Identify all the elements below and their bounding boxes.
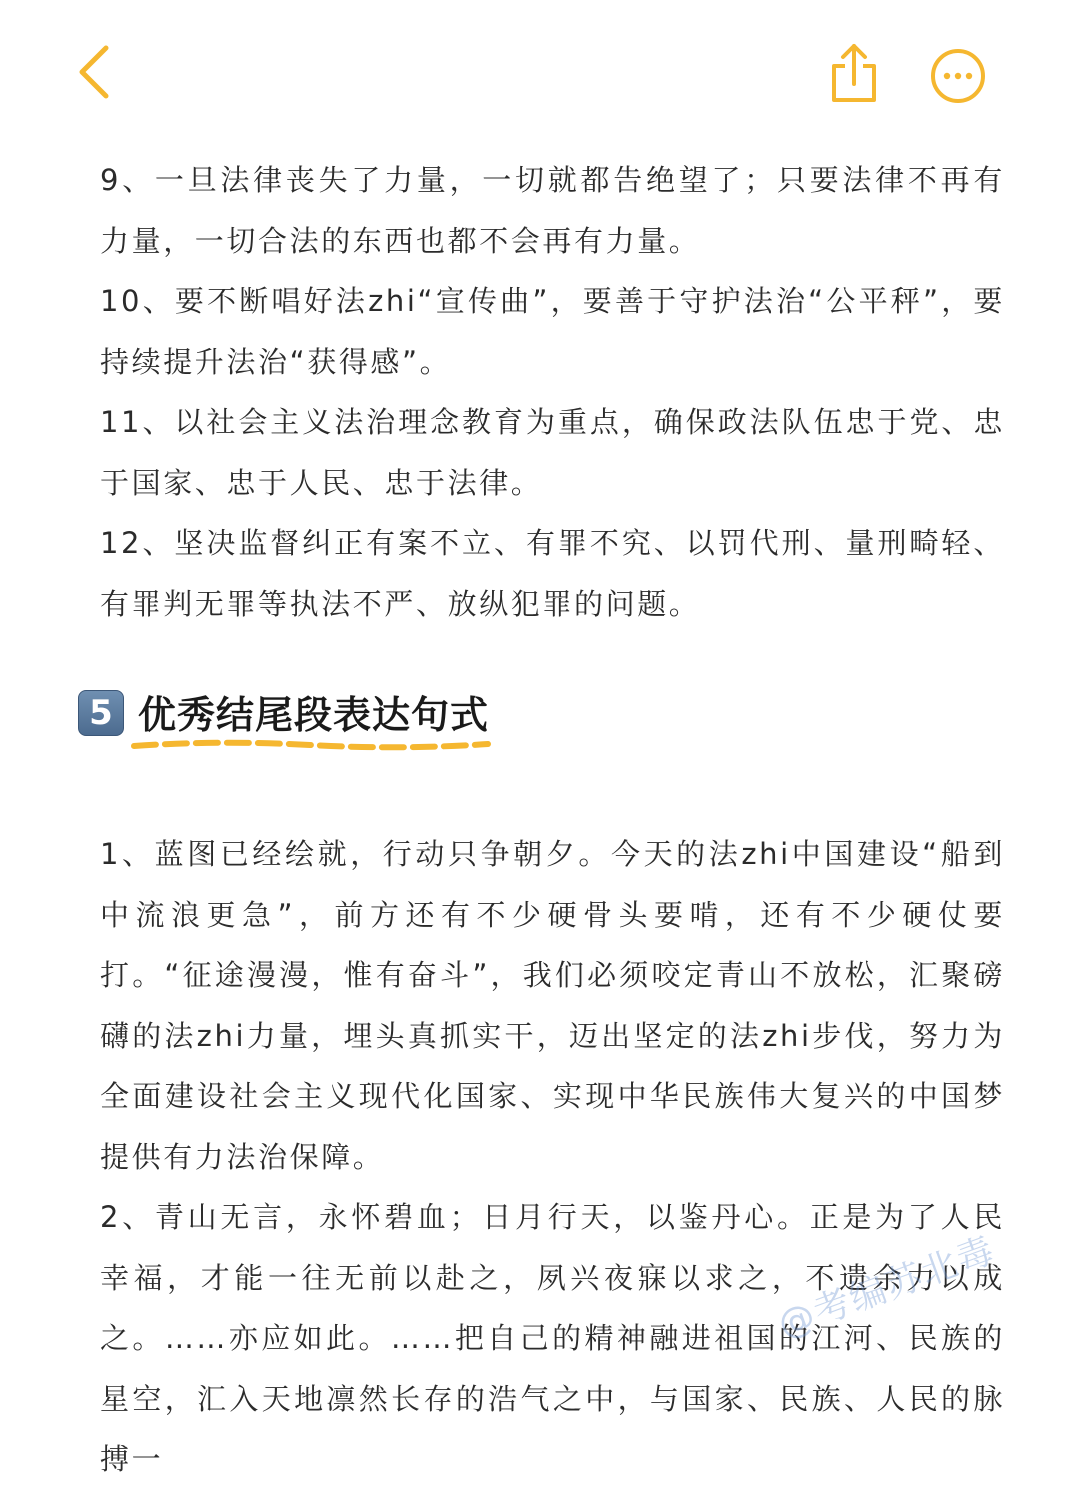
number-5-badge-icon: 5 xyxy=(78,690,124,736)
chevron-left-icon[interactable] xyxy=(70,42,120,102)
paragraph-10: 10、要不断唱好法zhi“宣传曲”，要善于守护法治“公平秤”，要持续提升法治“获得感”。 xyxy=(100,284,1005,379)
title-underline xyxy=(130,738,492,752)
section-title: 优秀结尾段表达句式 xyxy=(138,693,490,737)
more-circle-icon[interactable] xyxy=(928,46,988,106)
section-5-heading xyxy=(89,634,1005,824)
watermark: @考编苏北毒 xyxy=(772,1229,1002,1347)
share-icon[interactable] xyxy=(826,40,882,106)
paragraph-12: 12、坚决监督纠正有案不立、有罪不究、以罚代刑、量刑畸轻、有罪判无罪等执法不严、放纵犯罪的问题。 xyxy=(100,526,1005,621)
closing-paragraph-1: 1、蓝图已经绘就，行动只争朝夕。今天的法zhi中国建设“船到中流浪更急”，前方还有不少硬骨头要啃，还有不少硬仗要打。“征途漫漫，惟有奋斗”，我们必须咬定青山不放松，汇聚磅礴的法zhi力量，埋头真抓实干，迈出坚定的法zhi步伐，努力为全面建设社会主义现代化国家、实现中华民族伟大复兴的中国梦提供有力法治保障。 xyxy=(100,837,1005,1174)
top-toolbar xyxy=(0,0,1080,140)
paragraph-9: 9、一旦法律丧失了力量，一切就都告绝望了；只要法律不再有力量，一切合法的东西也都不会再有力量。 xyxy=(100,163,1005,258)
paragraph-11: 11、以社会主义法治理念教育为重点，确保政法队伍忠于党、忠于国家、忠于人民、忠于法律。 xyxy=(100,405,1005,500)
closing-paragraph-2: 2、青山无言，永怀碧血；日月行天，以鉴丹心。正是为了人民幸福，才能一往无前以赴之，夙兴夜寐以求之，不遗余力以成之。……亦应如此。……把自己的精神融进祖国的江河、民族的星空，汇入天地凛然长存的浩气之中，与国家、民族、人民的脉搏一 xyxy=(100,1200,1005,1476)
